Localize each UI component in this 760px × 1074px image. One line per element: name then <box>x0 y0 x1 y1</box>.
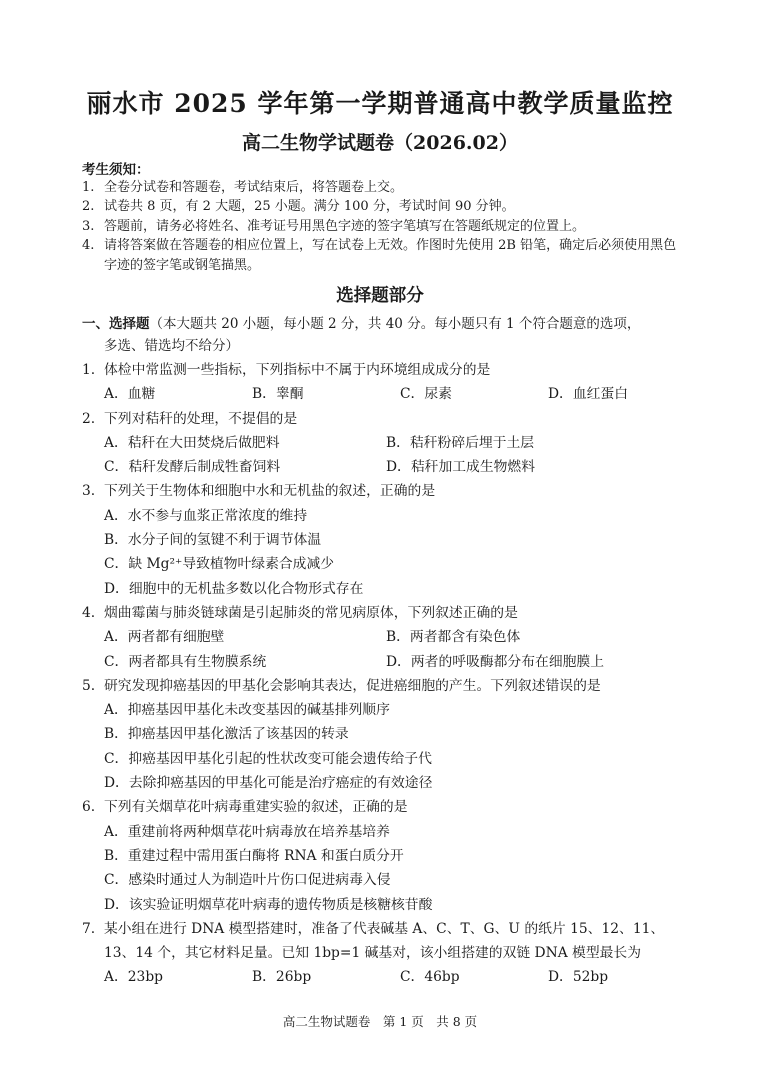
notice-item-text: 全卷分试卷和答题卷，考试结束后，将答题卷上交。 <box>104 180 404 195</box>
question-item <box>82 917 692 990</box>
option-row <box>82 528 692 552</box>
notice-item-number: 2. <box>82 199 95 215</box>
option-row <box>82 625 692 649</box>
question-number: 3. <box>82 483 96 500</box>
notice-item-text: 答题前，请务必将姓名、准考证号用黑色字迹的签字笔填写在答题纸规定的位置上。 <box>104 218 586 234</box>
option-row <box>82 455 692 479</box>
question-text: 某小组在进行 DNA 模型搭建时，准备了代表碱基 A、C、T、G、U 的纸片 15、12、11、13、14 个，其它材料足量。已知 1bp=1 碱基对，该小组搭建的双链 DNA 模型最长为 <box>104 920 665 962</box>
answer-option: A．水不参与血浆正常浓度的维持 <box>104 507 308 524</box>
question-item <box>82 674 692 795</box>
question-text: 下列对秸秆的处理，不提倡的是 <box>104 410 298 427</box>
option-row <box>82 552 692 576</box>
question-item <box>82 479 692 600</box>
question-number: 2. <box>82 410 96 427</box>
question-item <box>82 407 692 480</box>
answer-option: B．秸秆粉碎后埋于土层 <box>386 434 535 451</box>
option-row <box>82 820 692 844</box>
option-row <box>82 844 692 868</box>
page-title: 丽水市 2025 学年第一学期普通高中教学质量监控 <box>86 89 674 118</box>
answer-option: C．秸秆发酵后制成牲畜饲料 <box>104 459 281 476</box>
question-number: 1. <box>82 362 96 378</box>
question-stem <box>82 358 692 382</box>
option-row <box>82 965 692 989</box>
notice-list <box>82 178 682 275</box>
answer-option: C．46bp <box>400 969 460 986</box>
answer-option: C．感染时通过人为制造叶片伤口促进病毒入侵 <box>104 872 391 889</box>
part-desc-1: （本大题共 20 小题，每小题 2 分，共 40 分。每小题只有 1 个符合题意的选项， <box>149 316 641 332</box>
answer-option: D．去除抑癌基因的甲基化可能是治疗癌症的有效途径 <box>104 775 433 792</box>
question-text: 研究发现抑癌基因的甲基化会影响其表达，促进癌细胞的产生。下列叙述错误的是 <box>104 677 601 694</box>
option-row <box>82 431 692 455</box>
answer-option: D．细胞中的无机盐多数以化合物形式存在 <box>104 580 364 597</box>
answer-option: A．抑癌基因甲基化未改变基因的碱基排列顺序 <box>104 702 390 719</box>
part-lead: 一、选择题 <box>82 316 150 332</box>
option-row <box>82 577 692 601</box>
answer-option: A．23bp <box>104 969 163 986</box>
question-number: 6. <box>82 799 96 816</box>
option-row <box>82 650 692 674</box>
question-item <box>82 795 692 916</box>
question-item <box>82 601 692 674</box>
answer-option: B．水分子间的氢键不利于调节体温 <box>104 532 322 549</box>
notice-item <box>82 178 682 197</box>
question-text: 烟曲霉菌与肺炎链球菌是引起肺炎的常见病原体，下列叙述正确的是 <box>104 604 518 621</box>
question-number: 7. <box>82 920 96 937</box>
answer-option: D．两者的呼吸酶都分布在细胞膜上 <box>386 653 605 670</box>
option-row <box>82 504 692 528</box>
answer-option: B．睾酮 <box>252 386 304 403</box>
page-subtitle: 高二生物学试题卷（2026.02） <box>242 132 518 154</box>
answer-option: B．重建过程中需用蛋白酶将 RNA 和蛋白质分开 <box>104 847 404 864</box>
option-row <box>82 382 692 406</box>
question-stem <box>82 795 692 819</box>
question-stem <box>82 601 692 625</box>
notice-item-number: 4. <box>82 238 95 254</box>
answer-option: D．52bp <box>548 969 609 986</box>
answer-option: C．缺 Mg²⁺导致植物叶绿素合成减少 <box>104 556 335 573</box>
answer-option: C．抑癌基因甲基化引起的性状改变可能会遗传给子代 <box>104 750 432 767</box>
question-number: 5. <box>82 677 96 694</box>
option-row <box>82 747 692 771</box>
page-footer: 高二生物试题卷 第 1 页 共 8 页 <box>282 1014 478 1029</box>
answer-option: A．血糖 <box>104 386 156 403</box>
answer-option: B．抑癌基因甲基化激活了该基因的转录 <box>104 726 349 743</box>
part-intro <box>82 313 692 357</box>
question-stem <box>82 917 692 966</box>
notice-item-text: 请将答案做在答题卷的相应位置上，写在试卷上无效。作图时先使用 2B 铅笔，确定后必须使用黑色字迹的签字笔或钢笔描黑。 <box>104 238 677 273</box>
answer-option: A．重建前将两种烟草花叶病毒放在培养基培养 <box>104 823 390 840</box>
question-text: 下列有关烟草花叶病毒重建实验的叙述，正确的是 <box>104 799 408 816</box>
notice-item <box>82 217 682 236</box>
question-stem <box>82 674 692 698</box>
option-row <box>82 698 692 722</box>
answer-option: D．血红蛋白 <box>548 386 629 403</box>
answer-option: C．两者都具有生物膜系统 <box>104 653 267 670</box>
notice-item-number: 1. <box>82 180 95 195</box>
option-row <box>82 722 692 746</box>
section-title: 选择题部分 <box>336 286 424 306</box>
question-text: 下列关于生物体和细胞中水和无机盐的叙述，正确的是 <box>104 483 436 500</box>
answer-option: B．两者都含有染色体 <box>386 629 521 646</box>
part-desc-2: 多选、错选均不给分） <box>104 338 239 354</box>
notice-heading: 考生须知： <box>82 162 150 178</box>
answer-option: C．尿素 <box>400 386 452 403</box>
option-row <box>82 771 692 795</box>
notice-item <box>82 197 682 216</box>
notice-item-number: 3. <box>82 218 95 234</box>
question-text: 体检中常监测一些指标，下列指标中不属于内环境组成成分的是 <box>104 362 491 378</box>
option-row <box>82 868 692 892</box>
notice-item-text: 试卷共 8 页，有 2 大题，25 小题。满分 100 分，考试时间 90 分钟。 <box>104 199 515 215</box>
notice-item <box>82 236 682 275</box>
answer-option: D．该实验证明烟草花叶病毒的遗传物质是核糖核苷酸 <box>104 896 433 913</box>
question-number: 4. <box>82 604 96 621</box>
question-list <box>82 358 692 990</box>
answer-option: B．26bp <box>252 969 312 986</box>
answer-option: A．两者都有细胞壁 <box>104 629 225 646</box>
answer-option: A．秸秆在大田焚烧后做肥料 <box>104 434 280 451</box>
answer-option: D．秸秆加工成生物燃料 <box>386 459 536 476</box>
question-item <box>82 358 692 407</box>
question-stem <box>82 407 692 431</box>
question-stem <box>82 479 692 503</box>
option-row <box>82 893 692 917</box>
